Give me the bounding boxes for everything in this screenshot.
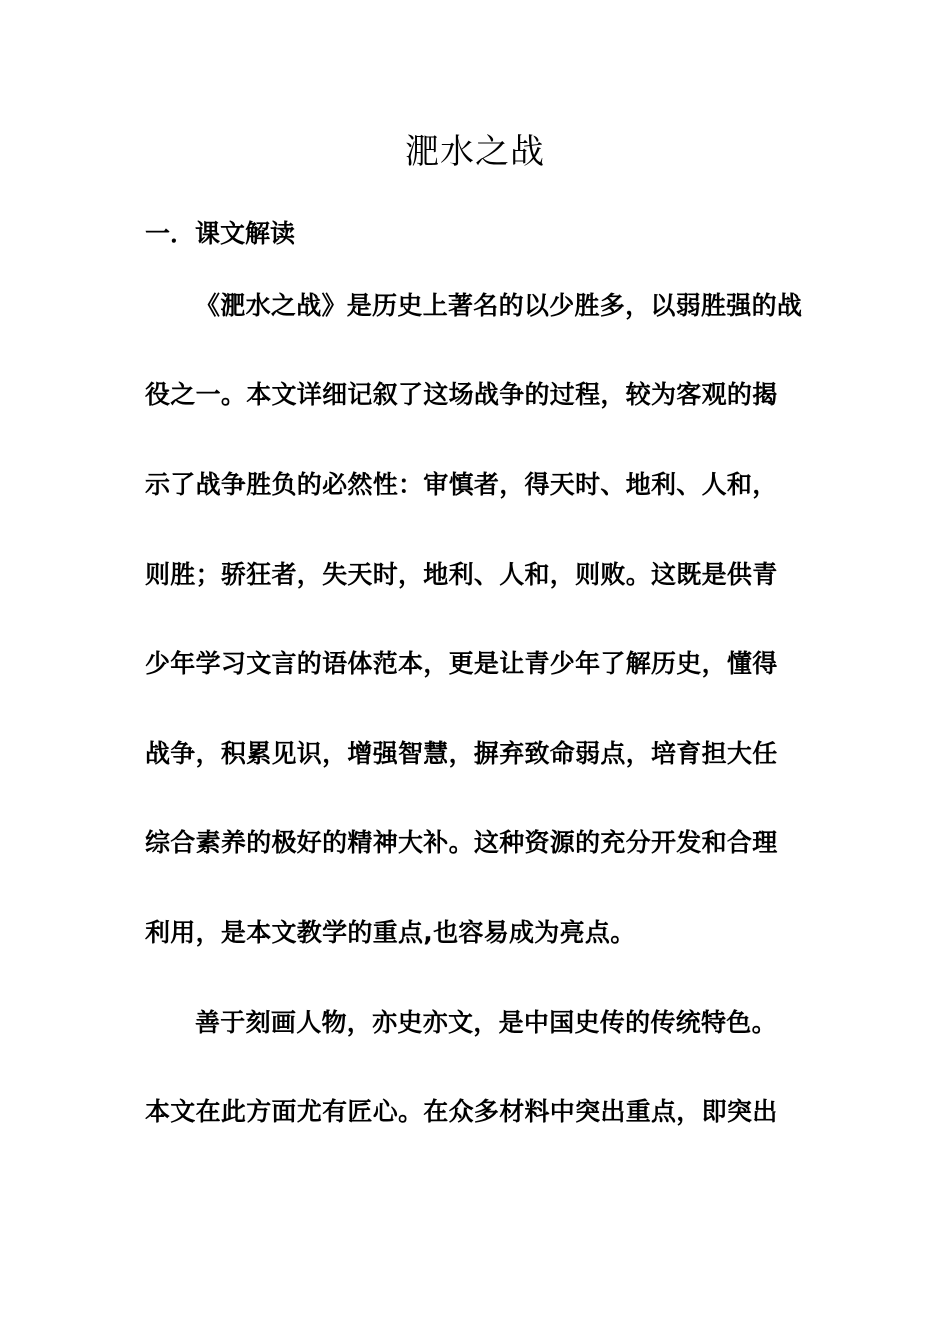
text-line: 《淝水之战》是历史上著名的以少胜多，以弱胜强的战 <box>195 291 803 320</box>
text-line: 示了战争胜负的必然性：审慎者，得天时、地利、人和， <box>145 470 778 499</box>
section-heading: 一．课文解读 <box>145 219 296 248</box>
text-line: 少年学习文言的语体范本，更是让青少年了解历史，懂得 <box>145 649 778 678</box>
text-line: 善于刻画人物，亦史亦文，是中国史传的传统特色。 <box>195 1008 777 1037</box>
text-line: 利用，是本文教学的重点,也容易成为亮点。 <box>145 918 636 947</box>
text-line: 战争，积累见识，增强智慧，摒弃致命弱点，培育担大任 <box>145 739 778 768</box>
document-title: 淝水之战 <box>405 132 545 172</box>
text-line: 本文在此方面尤有匠心。在众多材料中突出重点，即突出 <box>145 1097 778 1126</box>
text-line: 役之一。本文详细记叙了这场战争的过程，较为客观的揭 <box>145 380 778 409</box>
text-line: 则胜；骄狂者，失天时，地利、人和，则败。这既是供青 <box>145 560 778 589</box>
text-line: 综合素养的极好的精神大补。这种资源的充分开发和合理 <box>145 828 778 857</box>
